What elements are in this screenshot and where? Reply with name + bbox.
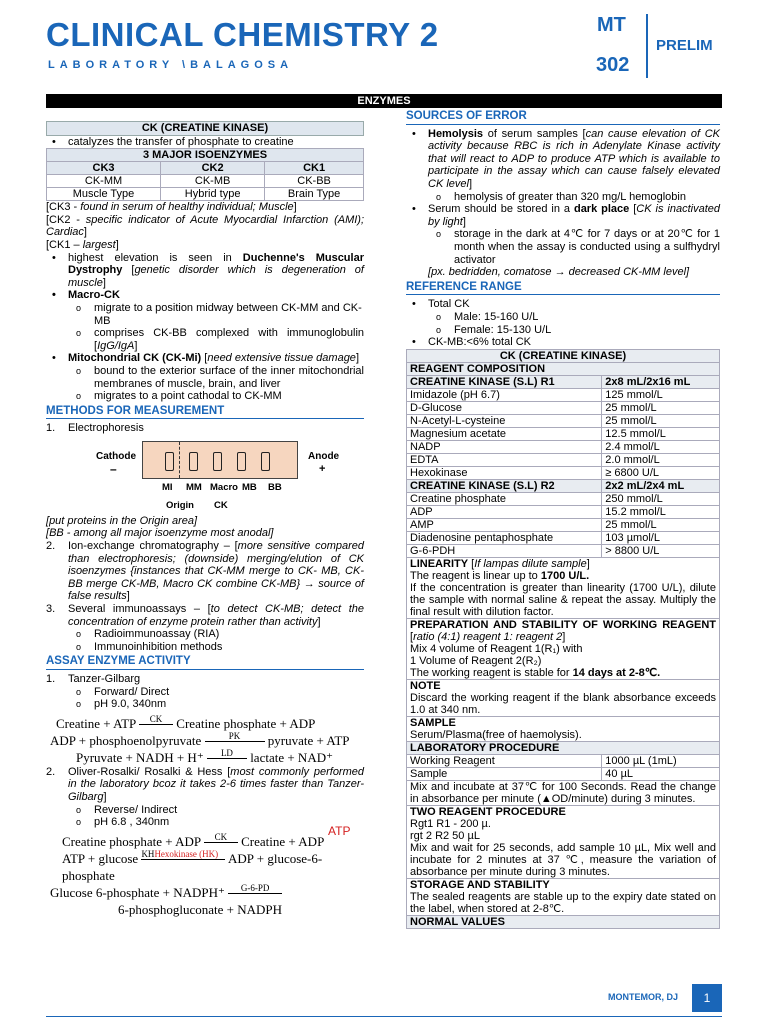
gel-label: MI [162,481,173,493]
origin-label: Origin [166,499,194,511]
band-mb [237,452,246,471]
r1-volume: 2x8 mL/2x16 mL [602,375,720,388]
ck1-note: [CK1 – largest] [46,238,119,251]
assay-heading: ASSAY ENZYME ACTIVITY [46,655,364,670]
equation: ATP + glucose KHHexokinase (HK) ADP + glucose-6-phosphate [62,848,323,883]
note-block: NOTE Discard the working reagent if the blank absorbance exceeds 1.0 at 340 nm. [407,679,720,716]
band-mm [189,452,198,471]
ck-description: • catalyzes the transfer of phosphate to creatine [46,136,364,149]
sample-block: SAMPLE Serum/Plasma(free of haemolysis). [407,716,720,741]
method-sub: o Radioimmunoassay (RIA) [46,628,364,641]
table-cell: N-Acetyl-L-cysteine [407,414,602,427]
anode-sign: + [319,462,326,475]
r2-volume: 2x2 mL/2x4 mL [602,479,720,492]
band-mi [165,452,174,471]
iso-head-cell: CK2 [161,162,265,175]
assay-item: 2. Oliver-Rosalki/ Rosalki & Hess [most commonly performed in the laboratory bcoz it takes 2-6 times faster than Tanzer-Gilbarg] [46,765,364,803]
table-cell: Creatine phosphate [407,492,602,505]
lab-procedure-heading: LABORATORY PROCEDURE [407,741,720,754]
table-cell: D-Glucose [407,401,602,414]
electrophoresis-diagram [46,435,364,515]
table-cell: G-6-PDH [407,544,602,557]
r1-heading: CREATINE KINASE (S.L) R1 [407,375,602,388]
reference-item: • Total CK [406,298,720,311]
table-cell: 25 mmol/L [602,518,720,531]
table-cell: Diadenosine pentaphosphate [407,531,602,544]
method-note: [put proteins in the Origin area] [46,514,198,527]
ck-box-title: CK (CREATINE KINASE) [46,121,364,136]
course-prefix: MT [597,14,626,36]
cathode-sign: – [110,461,117,476]
lab-procedure-text: Mix and incubate at 37℃ for 100 Seconds. Read the change in absorbance per minute (▲OD/minute) during 3 minutes. [407,780,720,805]
error-note: [px. bedridden, comatose → decreased CK-MM level] [428,266,690,279]
equation-arrow: KHHexokinase (HK) [141,850,225,860]
mito-ck-item: • Mitochondrial CK (CK-Mi) [need extensive tissue damage] [46,352,364,365]
equation: Glucose 6-phosphate + NADPH⁺ G-6-PD [46,884,364,901]
table-cell: Imidazole (pH 6.7) [407,388,602,401]
table-cell: AMP [407,518,602,531]
table-cell: 2.0 mmol/L [602,453,720,466]
gel-label: Macro [210,481,238,493]
method-item: 2. Ion-exchange chromatography – [more sensitive compared than electrophoresis; (downside) merging/elution of CK isoenzymes {instances that CK-MM merge to CK- MB, CK-BB merge CK-MB, Macro CK combine CK-MB} → source of false results] [46,540,364,603]
table-cell: ADP [407,505,602,518]
equation-arrow: LD [207,749,247,759]
document-subtitle: LABORATORY \BALAGOSA [48,59,294,71]
equation: ADP + phosphoenolpyruvate PK pyruvate + ATP [50,730,350,748]
section-bar: ENZYMES [46,94,722,108]
reagent-table-title: CK (CREATINE KINASE) [407,349,720,362]
atp-annotation: ATP [328,823,351,838]
error-item: • Hemolysis of serum samples [can cause elevation of CK activity because RBC is rich in Adenylate Kinase activity that will react to ADP to produce ATP which is available to participate in the assay which can cause falsely elevated CK level] [406,128,720,191]
table-cell: 250 mmol/L [602,492,720,505]
reagent-table [406,349,720,929]
page-number: 1 [692,984,722,1012]
ck-label: CK [214,499,228,511]
normal-values-heading: NORMAL VALUES [407,915,720,928]
linearity-block: LINEARITY [If lampas dilute sample] The reagent is linear up to 1700 U/L. If the concentration is greater than linearity (1700 U/L), dilute the sample with normal saline & repeat the assay. Multiply the final result with dilution factor. [407,557,720,618]
error-item: • Serum should be stored in a dark place [CK is inactivated by light] [406,203,720,228]
error-sub: o hemolysis of greater than 320 mg/L hemoglobin [406,191,720,204]
ck3-note: [CK3 - found in serum of healthy individual; Muscle] [46,201,297,214]
iso-head-cell: CK1 [265,162,364,175]
footer-line [46,1016,722,1017]
reference-item: • CK-MB:<6% total CK [406,336,720,349]
table-cell: 125 mmol/L [602,388,720,401]
storage-block: STORAGE AND STABILITY The sealed reagents are stable up to the expiry date stated on the label, when stored at 2-8℃. [407,878,720,915]
right-column [406,108,720,929]
table-cell: Magnesium acetate [407,427,602,440]
header-divider [646,14,648,78]
assay-sub: o pH 9.0, 340nm [46,698,364,711]
table-cell: ≥ 6800 U/L [602,466,720,479]
table-cell: Sample [407,767,602,780]
iso-cell: Hybrid type [161,188,265,201]
macro-ck-sub: o migrate to a position midway between CK-MM and CK-MB [46,302,364,327]
iso-cell: CK-MB [161,175,265,188]
iso-cell: CK-BB [265,175,364,188]
reagent-composition-heading: REAGENT COMPOSITION [407,362,720,375]
method-item: 1. Electrophoresis [46,422,144,435]
equation-arrow: CK [204,833,238,843]
table-cell: 15.2 mmol/L [602,505,720,518]
ck2-note: [CK2 - specific indicator of Acute Myocardial Infarction (AMI); Cardiac] [46,213,365,239]
band-bb [261,452,270,471]
footer-author: MONTEMOR, DJ [608,992,679,1002]
equation-arrow: CK [139,715,173,725]
table-cell: 12.5 mmol/L [602,427,720,440]
isoenzyme-table [46,148,364,201]
iso-head-cell: CK3 [47,162,161,175]
equation-arrow: PK [205,732,265,742]
iso-table-title: 3 MAJOR ISOENZYMES [47,149,364,162]
reference-heading: REFERENCE RANGE [406,281,720,296]
origin-line [179,442,180,478]
left-column [46,121,364,918]
table-cell: Working Reagent [407,754,602,767]
iso-cell: CK-MM [47,175,161,188]
table-cell: 103 µmol/L [602,531,720,544]
assay-sub: o Reverse/ Indirect [46,804,364,817]
reference-sub: o Male: 15-160 U/L [406,311,720,324]
iso-cell: Brain Type [265,188,364,201]
document-title: CLINICAL CHEMISTRY 2 [46,16,439,53]
two-reagent-block: TWO REAGENT PROCEDURE Rgt1 R1 - 200 µ. rgt 2 R2 50 µL Mix and wait for 25 seconds, add sample 10 µL, Mix well and incubate for 2 minutes at 37 ℃, measure the variation of absorbance per minute during 3 minutes. [407,805,720,878]
iso-cell: Muscle Type [47,188,161,201]
assay-item: 1. Tanzer-Gilbarg [46,673,141,685]
table-cell: 25 mmol/L [602,414,720,427]
errors-heading: SOURCES OF ERROR [406,110,720,125]
anode-label: Anode [308,450,340,462]
assay-sub: o Forward/ Direct [46,686,364,699]
method-note: [BB - among all major isoenzyme most anodal] [46,527,274,540]
equation: Creatine + ATP CK Creatine phosphate + ADP [56,713,316,731]
preparation-block: PREPARATION AND STABILITY OF WORKING REAGENT [ratio (4:1) reagent 1: reagent 2] Mix 4 volume of Reagent 1(R₁) with 1 Volume of Reagent 2(R₂) The working reagent is stable for 14 days at 2-8℃. [407,618,720,679]
gel-label: MB [242,481,257,493]
table-cell: 1000 µL (1mL) [602,754,720,767]
macro-ck-sub: o comprises CK-BB complexed with immunoglobulin [IgG/IgA] [46,327,364,352]
error-sub: o storage in the dark at 4℃ for 7 days or at 20℃ for 1 month when the assay is conducted using a sulfhydryl activator [406,228,720,266]
assay-sub: o pH 6.8 , 340nm [46,816,364,829]
table-cell: NADP [407,440,602,453]
dmd-item: • highest elevation is seen in Duchenne's Muscular Dystrophy [genetic disorder which is degeneration of muscle] [46,252,364,290]
table-cell: 2.4 mmol/L [602,440,720,453]
mito-ck-sub: o bound to the exterior surface of the inner mitochondrial membranes of muscle, brain, and liver [46,365,364,390]
r2-heading: CREATINE KINASE (S.L) R2 [407,479,602,492]
exam-label: PRELIM [656,37,713,54]
macro-ck-item: • Macro-CK [46,289,364,302]
table-cell: > 8800 U/L [602,544,720,557]
band-macro [213,452,222,471]
gel-strip [142,441,298,479]
reference-sub: o Female: 15-130 U/L [406,324,720,337]
mito-ck-sub: o migrates to a point cathodal to CK-MM [46,390,364,403]
course-code: 302 [596,54,630,76]
method-sub: o Immunoinhibition methods [46,641,364,654]
methods-heading: METHODS FOR MEASUREMENT [46,405,364,420]
equation: Pyruvate + NADH + H⁺ LD lactate + NAD⁺ [76,747,333,765]
table-cell: Hexokinase [407,466,602,479]
equation: 6-phosphogluconate + NADPH [118,901,283,917]
gel-label: MM [186,481,202,493]
equation: Creatine phosphate + ADP CK Creatine + ADP [62,831,325,849]
table-cell: EDTA [407,453,602,466]
table-cell: 40 µL [602,767,720,780]
gel-label: BB [268,481,282,493]
table-cell: 25 mmol/L [602,401,720,414]
equation-arrow: G-6-PD [228,884,282,894]
cathode-label: Cathode [96,450,136,462]
method-item: 3. Several immunoassays – [to detect CK-MB; detect the concentration of enzyme protein rather than activity] [46,603,365,628]
